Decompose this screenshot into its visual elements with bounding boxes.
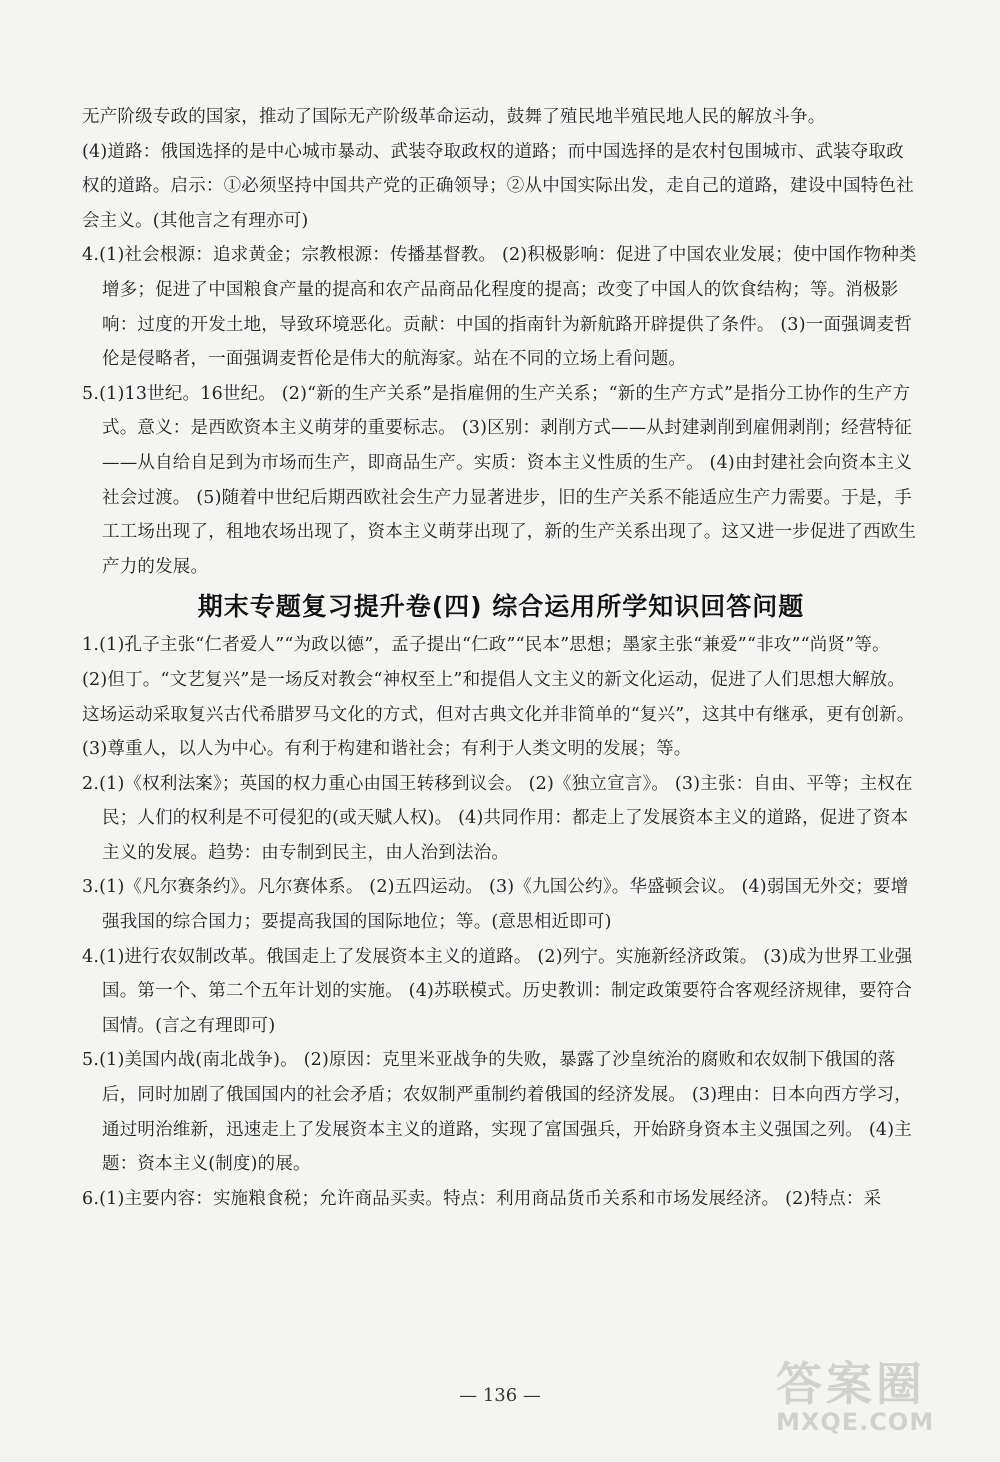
paragraph: (4)道路：俄国选择的是中心城市暴动、武装夺取政权的道路；而中国选择的是农村包围城市、武装夺取政权的道路。启示：①必须坚持中国共产党的正确领导；②从中国实际出发，走自己的道路，建设中国特色社会主义。(其他言之有理亦可) (82, 141, 914, 231)
page-number: — 136 — (459, 1385, 541, 1406)
answer-item-6: 6.(1)主要内容：实施粮食税；允许商品买卖。特点：利用商品货币关系和市场发展经济。 (2)特点：采 (82, 1188, 882, 1209)
watermark-logo (776, 1348, 976, 1448)
section-title: 期末专题复习提升卷(四) 综合运用所学知识回答问题 (197, 592, 805, 622)
answer-item-1: 1.(1)孔子主张“仁者爱人”“为政以德”，孟子提出“仁政”“民本”思想；墨家主张“兼爱”“非攻”“尚贤”等。 (82, 635, 890, 656)
answer-item-4: 4.(1)进行农奴制改革。俄国走上了发展资本主义的道路。 (2)列宁。实施新经济政策。 (3)成为世界工业强国。第一个、第二个五年计划的实施。 (4)苏联模式。历史教训：制定政策要符合客观经济规律，要符合国情。(言之有理即可) (82, 946, 913, 1036)
answer-item-3: 3.(1)《凡尔赛条约》。凡尔赛体系。 (2)五四运动。 (3)《九国公约》。华盛顿会议。 (4)弱国无外交；要增强我国的综合国力；要提高我国的国际地位；等。(意思相近即可) (82, 877, 909, 933)
watermark-main-text: 答案圈 (776, 1357, 926, 1411)
answer-item-5: 5.(1)13世纪。16世纪。 (2)“新的生产关系”是指雇佣的生产关系；“新的生产方式”是指分工协作的生产方式。意义：是西欧资本主义萌芽的重要标志。 (3)区别：剥削方式——从封建剥削到雇佣剥削；经营特征——从自给自足到为市场而生产，即商品生产。实质：资本主义性质的生产。 (4)由封建社会向资本主义社会过渡。 (5)随着中世纪后期西欧社会生产力显著进步，旧的生产关系不能适应生产力需要。于是，手工工场出现了，租地农场出现了，资本主义萌芽出现了，新的生产关系出现了。这又进一步促进了西欧生产力的发展。 (82, 383, 917, 577)
answer-item-2: 2.(1)《权利法案》；英国的权力重心由国王转移到议会。 (2)《独立宣言》。 (3)主张：自由、平等；主权在民；人们的权利是不可侵犯的(或天赋人权)。 (4)共同作用：都走上了发展资本主义的道路，促进了资本主义的发展。趋势：由专制到民主，由人治到法治。 (82, 773, 913, 863)
answer-item-5: 5.(1)美国内战(南北战争)。 (2)原因：克里米亚战争的失败，暴露了沙皇统治的腐败和农奴制下俄国的落后，同时加剧了俄国国内的社会矛盾；农奴制严重制约着俄国的经济发展。 (3)理由：日本向西方学习，通过明治维新，迅速走上了发展资本主义的道路，实现了富国强兵，开始跻身资本主义强国之列。 (4)主题：资本主义(制度)的展。 (82, 1050, 912, 1175)
paragraph: (2)但丁。“文艺复兴”是一场反对教会“神权至上”和提倡人文主义的新文化运动，促进了人们思想大解放。这场运动采取复兴古代希腊罗马文化的方式，但对古典文化并非简单的“复兴”，这其中有继承，更有创新。 (3)尊重人，以人为中心。有利于构建和谐社会；有利于人类文明的发展；等。 (82, 669, 915, 760)
paragraph: 无产阶级专政的国家，推动了国际无产阶级革命运动，鼓舞了殖民地半殖民地人民的解放斗争。 (82, 107, 826, 127)
document-body (82, 100, 920, 1216)
watermark-sub-text: MXQE.COM (776, 1408, 935, 1436)
answer-item-4: 4.(1)社会根源：追求黄金；宗教根源：传播基督教。 (2)积极影响：促进了中国农业发展；使中国作物种类增多；促进了中国粮食产量的提高和农产品商品化程度的提高；改变了中国人的饮食结构；等。消极影响：过度的开发土地，导致环境恶化。贡献：中国的指南针为新航路开辟提供了条件。 (3)一面强调麦哲伦是侵略者，一面强调麦哲伦是伟大的航海家。站在不同的立场上看问题。 (82, 245, 917, 370)
